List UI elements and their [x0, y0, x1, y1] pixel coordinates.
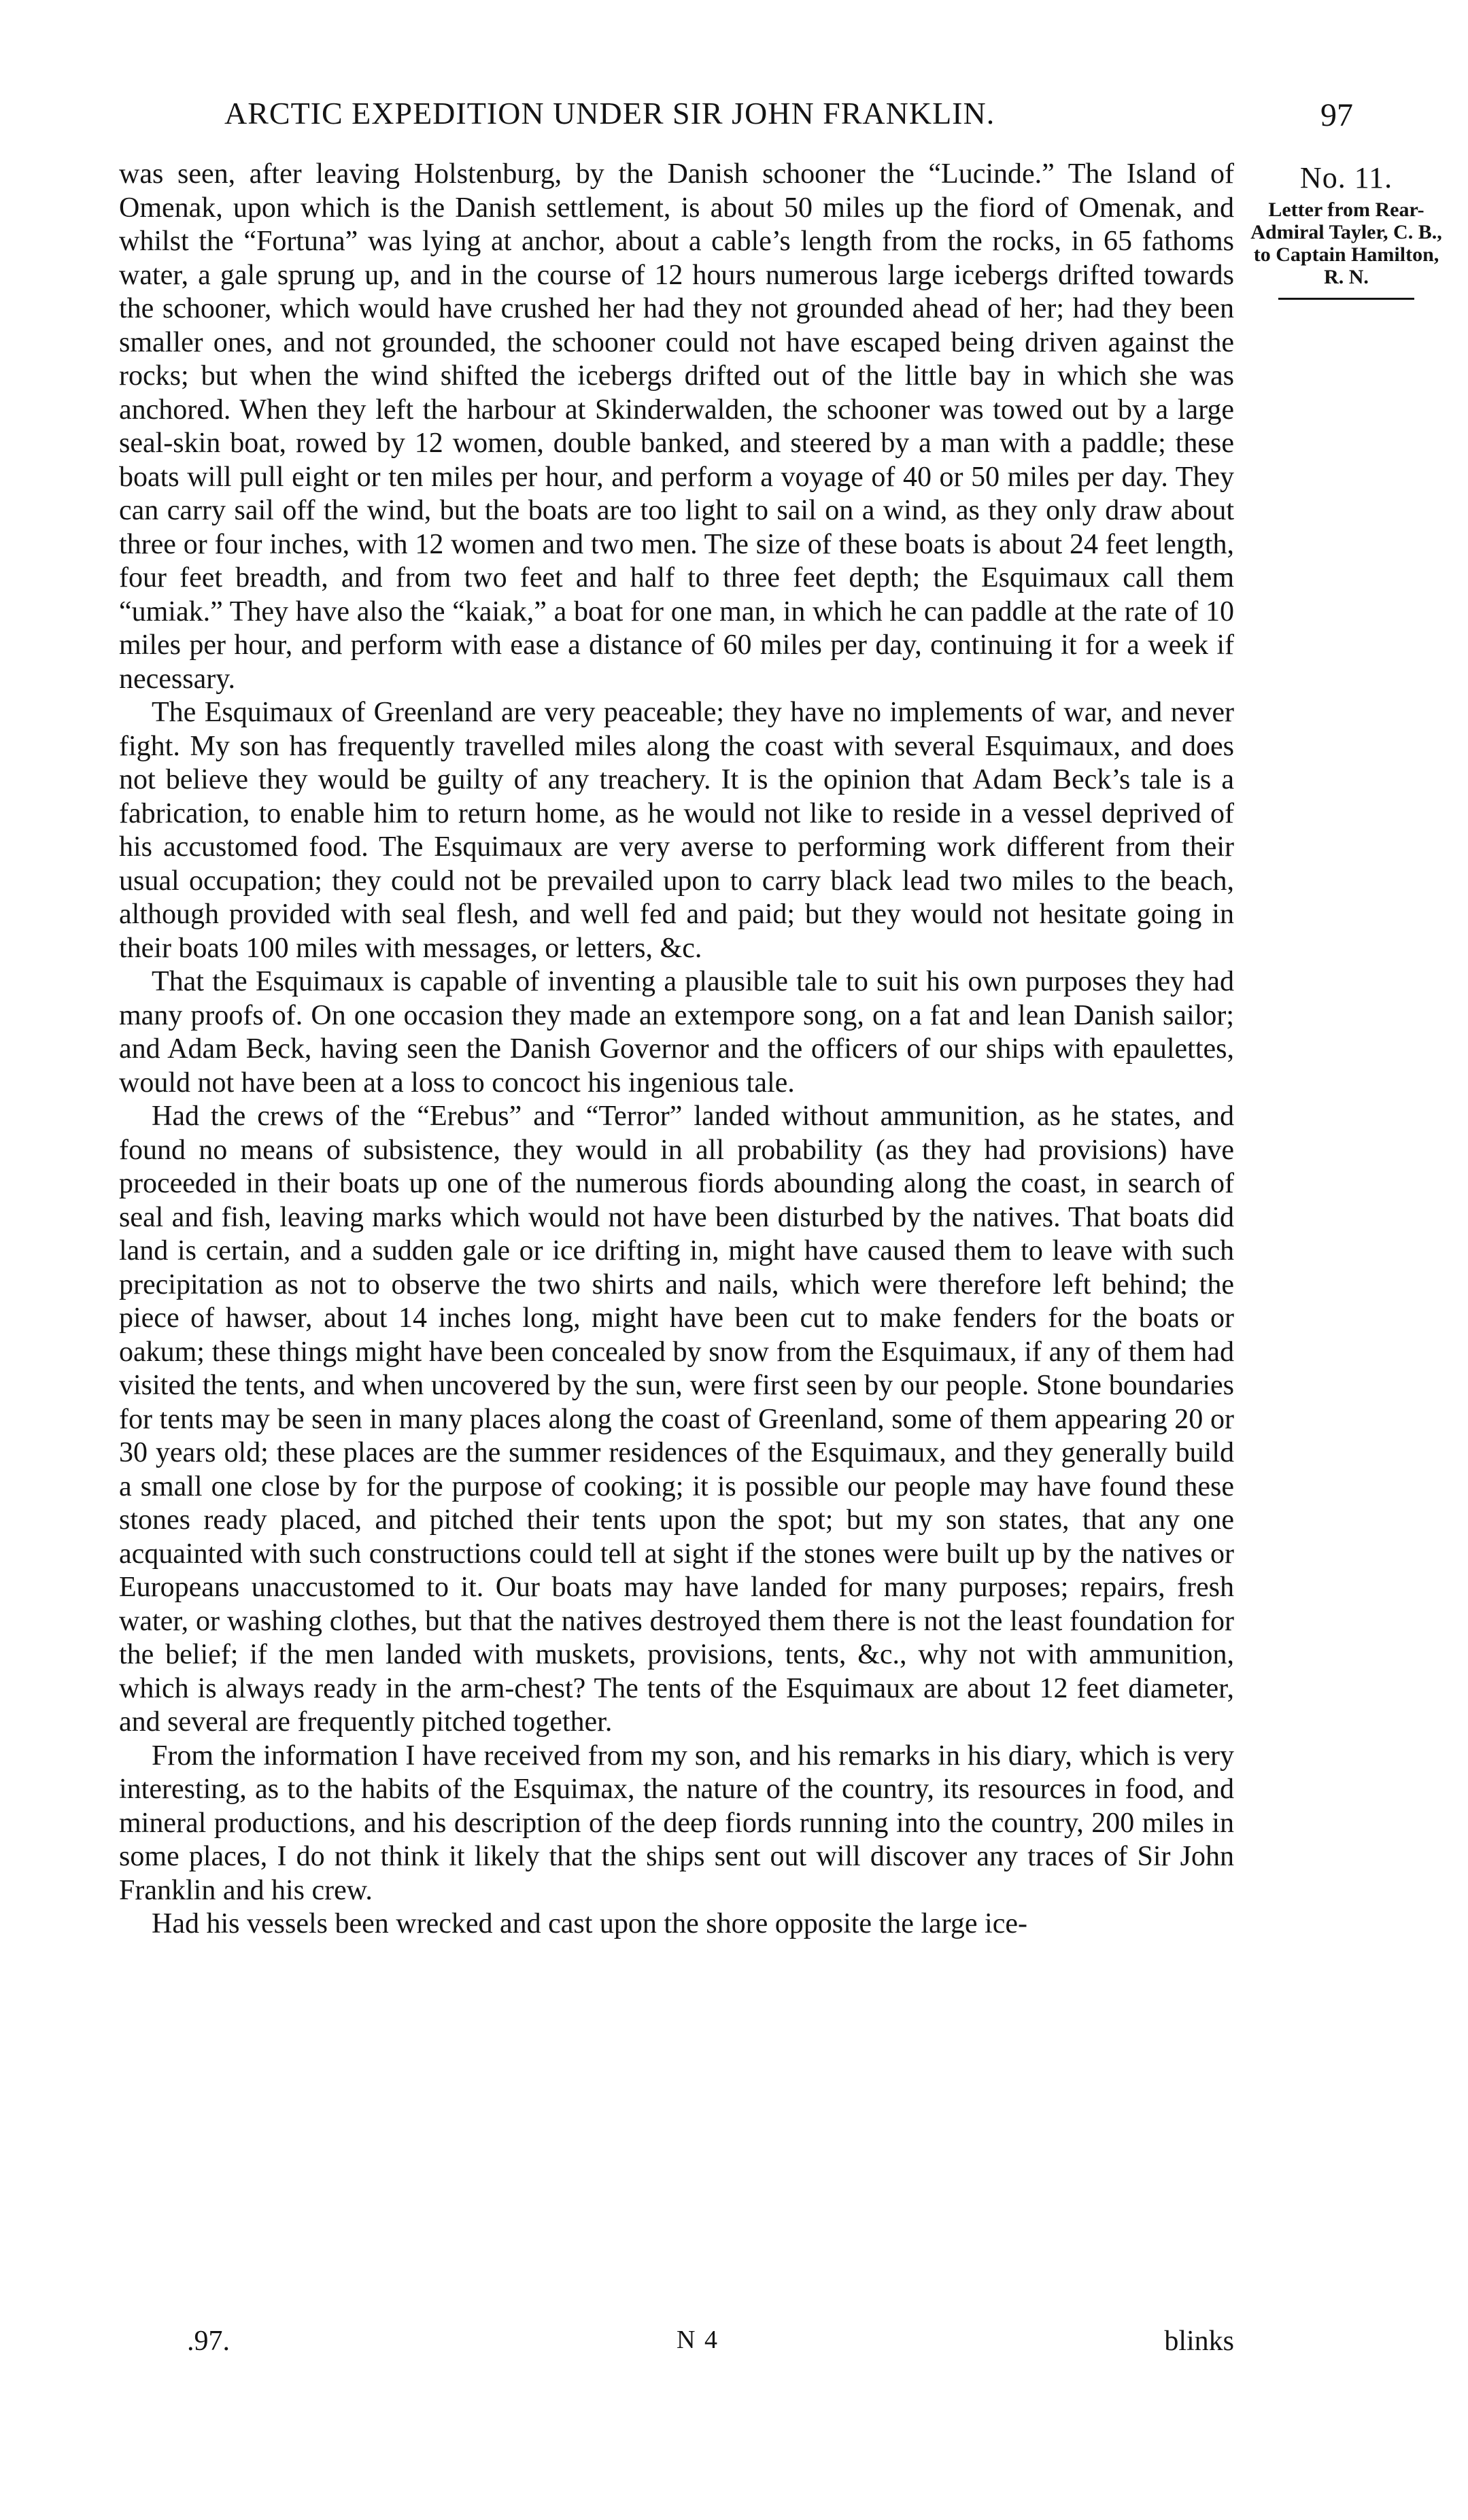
paragraph-1: was seen, after leaving Holstenburg, by the Danish schooner the “Lucinde.” The Island of Omenak, upon which is the Danish settlement, is about 50 miles up the fiord of Omenak, and whilst the “Fortuna” was lying at anchor, about a cable’s length from the rocks, in 65 fathoms water, a gale sprung up, and in the course of 12 hours numerous large icebergs drifted towards the schooner, which would have crushed her had they not grounded ahead of her; had they been smaller ones, and not grounded, the schooner could not have escaped being driven against the rocks; but when the wind shifted the icebergs drifted out of the little bay in which she was anchored. When they left the harbour at Skinderwalden, the schooner was towed out by a large seal-skin boat, rowed by 12 women, double banked, and steered by a man with a paddle; these boats will pull eight or ten miles per hour, and perform a voyage of 40 or 50 miles per day. They can carry sail off the wind, but the boats are too light to sail on a wind, as they only draw about three or four inches, with 12 women and two men. The size of these boats is about 24 feet length, four feet breadth, and from two feet and half to three feet depth; the Esquimaux call them “umiak.” They have also the “kaiak,” a boat for one man, in which he can paddle at the rate of 10 miles per hour, and perform with ease a distance of 60 miles per day, continuing it for a week if necessary.	[119, 158, 1234, 695]
margin-note-rule	[1278, 298, 1414, 300]
paragraph-3: That the Esquimaux is capable of inventing a plausible tale to suit his own purposes they had many proofs of. On one occasion they made an extempore song, on a fat and lean Danish sailor; and Adam Beck, having seen the Danish Governor and the officers of our ships with epaulettes, would not have been at a loss to concoct his ingenious tale.	[119, 966, 1234, 1099]
footer-folio: .97.	[187, 2326, 230, 2357]
body-text	[119, 158, 1234, 1941]
signature-mark: N 4	[677, 2326, 719, 2354]
catchword: blinks	[1164, 2326, 1234, 2357]
margin-note	[1244, 160, 1448, 300]
running-head	[122, 95, 1353, 143]
margin-note-text: Letter from Rear-Admiral Tayler, C. B., to Captain Hamilton, R. N.	[1250, 199, 1442, 288]
paragraph-6: Had his vessels been wrecked and cast upon the shore opposite the large ice-	[152, 1908, 1027, 1939]
margin-note-number: No. 11.	[1299, 161, 1393, 194]
paragraph-2: The Esquimaux of Greenland are very peaceable; they have no implements of war, and never fight. My son has frequently travelled miles along the coast with several Esquimaux, and does not believe they would be guilty of any treachery. It is the opinion that Adam Beck’s tale is a fabrication, to enable him to return home, as he would not like to reside in a vessel deprived of his accustomed food. The Esquimaux are very averse to performing work different from their usual occupation; they could not be prevailed upon to carry black lead two miles to the beach, although provided with seal flesh, and well fed and paid; but they would not hesitate going in their boats 100 miles with messages, or letters, &c.	[119, 697, 1234, 964]
page-footer	[119, 2325, 1234, 2366]
page-number: 97	[1320, 97, 1353, 133]
running-title: ARCTIC EXPEDITION UNDER SIR JOHN FRANKLIN.	[224, 96, 995, 131]
paragraph-5: From the information I have received from my son, and his remarks in his diary, which is very interesting, as to the habits of the Esquimax, the nature of the country, its resources in food, and mineral productions, and his description of the deep fiords running into the country, 200 miles in some places, I do not think it likely that the ships sent out will discover any traces of Sir John Franklin and his crew.	[119, 1740, 1234, 1906]
paragraph-4: Had the crews of the “Erebus” and “Terror” landed without ammunition, as he states, and found no means of subsistence, they would in all probability (as they had provisions) have proceeded in their boats up one of the numerous fiords abounding along the coast, in search of seal and fish, leaving marks which would not have been disturbed by the natives. That boats did land is certain, and a sudden gale or ice drifting in, might have caused them to leave with such precipitation as not to observe the two shirts and nails, which were therefore left behind; the piece of hawser, about 14 inches long, might have been cut to make fenders for the boats or oakum; these things might have been concealed by snow from the Esquimaux, if any of them had visited the tents, and when uncovered by the sun, were first seen by our people. Stone boundaries for tents may be seen in many places along the coast of Greenland, some of them appearing 20 or 30 years old; these places are the summer residences of the Esquimaux, and they generally build a small one close by for the purpose of cooking; it is possible our people may have found these stones ready placed, and pitched their tents upon the spot; but my son states, that any one acquainted with such constructions could tell at sight if the stones were built up by the natives or Europeans unaccustomed to it. Our boats may have landed for many purposes; repairs, fresh water, or washing clothes, but that the natives destroyed them there is not the least foundation for the belief; if the men landed with muskets, provisions, tents, &c., why not with ammunition, which is always ready in the arm-chest? The tents of the Esquimaux are about 12 feet diameter, and several are frequently pitched together.	[119, 1101, 1234, 1738]
